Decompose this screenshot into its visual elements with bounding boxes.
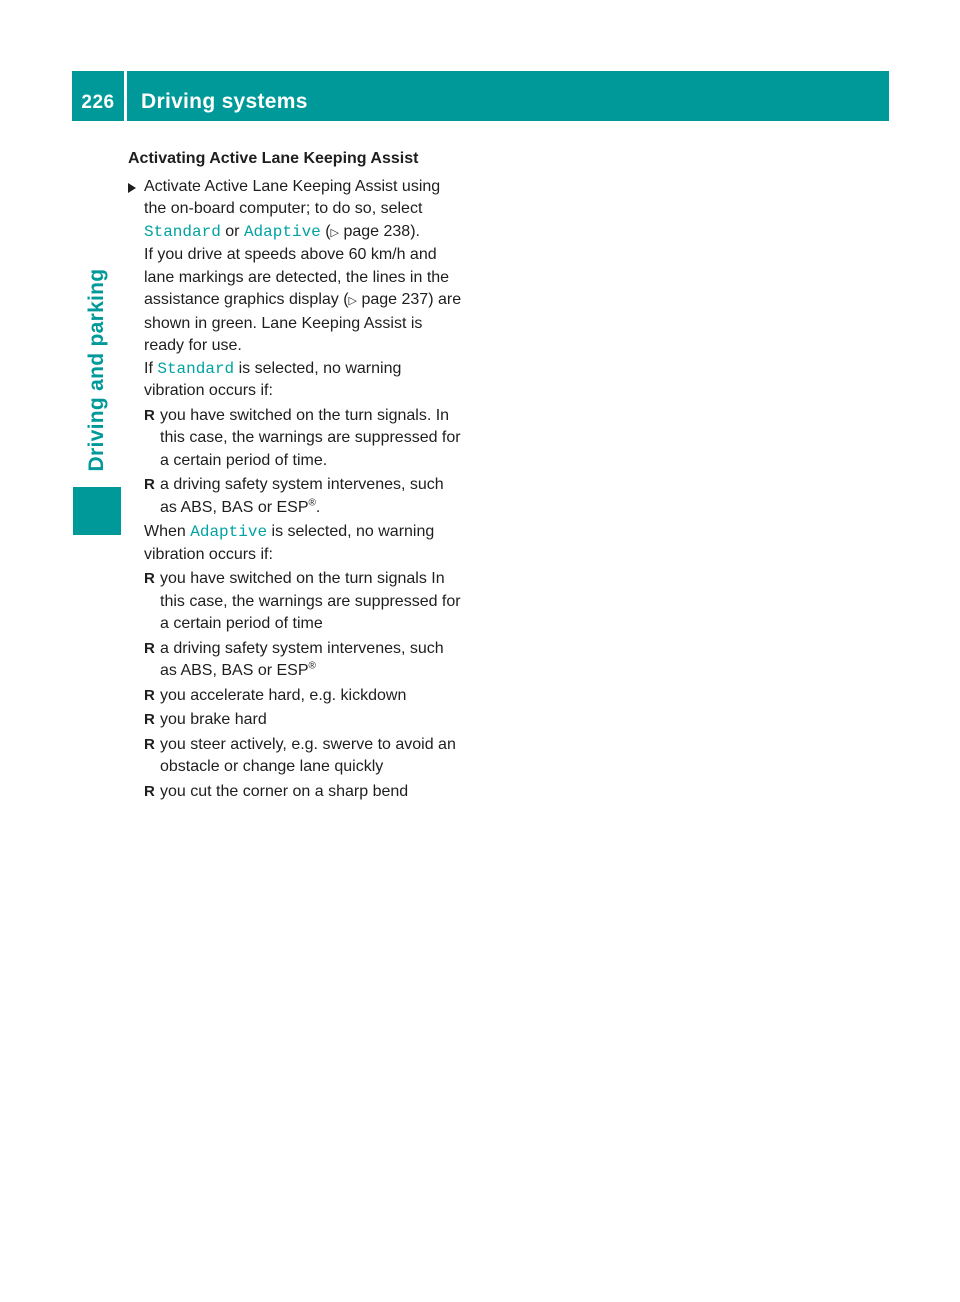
paragraph-standard: If Standard is selected, no warning vibration occurs if:	[144, 359, 402, 399]
adaptive-conditions-list	[144, 568, 463, 803]
word-or: or	[225, 222, 240, 240]
paragraph-adaptive: When Adaptive is selected, no warning vibration occurs if:	[144, 523, 435, 563]
list-item: R you steer actively, e.g. swerve to avoid an obstacle or change lane quickly	[144, 735, 456, 775]
list-item: R you brake hard	[144, 711, 267, 728]
side-tab-block	[73, 487, 121, 535]
main-content	[128, 148, 463, 805]
option-standard: Standard	[157, 359, 235, 378]
page-number: 226	[81, 92, 115, 113]
list-item: R a driving safety system intervenes, such as ABS, BAS or ESP®.	[144, 476, 444, 516]
header-divider	[124, 71, 127, 121]
page-ref-arrow-icon: ▷	[348, 295, 358, 307]
step-arrow-icon	[128, 183, 136, 193]
registered-mark: ®	[308, 497, 316, 509]
list-item: R you have switched on the turn signals. In this case, the warnings are suppressed for a certain period of time.	[144, 406, 461, 469]
option-adaptive: Adaptive	[190, 523, 268, 541]
list-item: R you accelerate hard, e.g. kickdown	[144, 686, 407, 704]
paragraph-speed: If you drive at speeds above 60 km/h and lane markings are detected, the lines in the assistance graphics display (▷ page 237) are shown in green. Lane Keeping Assist is ready for use.	[144, 246, 462, 354]
registered-mark: ®	[308, 660, 316, 672]
list-item: R you have switched on the turn signals In this case, the warnings are suppressed for a certain period of time	[144, 570, 461, 632]
step-text: Activate Active Lane Keeping Assist using the on-board computer; to do so, select	[144, 177, 441, 217]
page-ref-237[interactable]: page 237)	[361, 291, 434, 308]
standard-conditions-list	[144, 405, 463, 520]
instruction-step: Activate Active Lane Keeping Assist using the on-board computer; to do so, select Standard or Adaptive (▷ page 238).	[128, 176, 463, 245]
option-adaptive: Adaptive	[243, 222, 321, 241]
option-standard: Standard	[144, 222, 221, 241]
section-title: Driving systems	[141, 90, 308, 113]
side-tab-label: Driving and parking	[85, 268, 108, 472]
page-ref-238[interactable]: page 238).	[343, 222, 420, 240]
list-item: R you cut the corner on a sharp bend	[144, 782, 409, 800]
page-ref-arrow-icon: ▷	[330, 226, 340, 239]
content-heading: Activating Active Lane Keeping Assist	[128, 150, 419, 167]
list-item: R a driving safety system intervenes, such as ABS, BAS or ESP®	[144, 639, 444, 679]
